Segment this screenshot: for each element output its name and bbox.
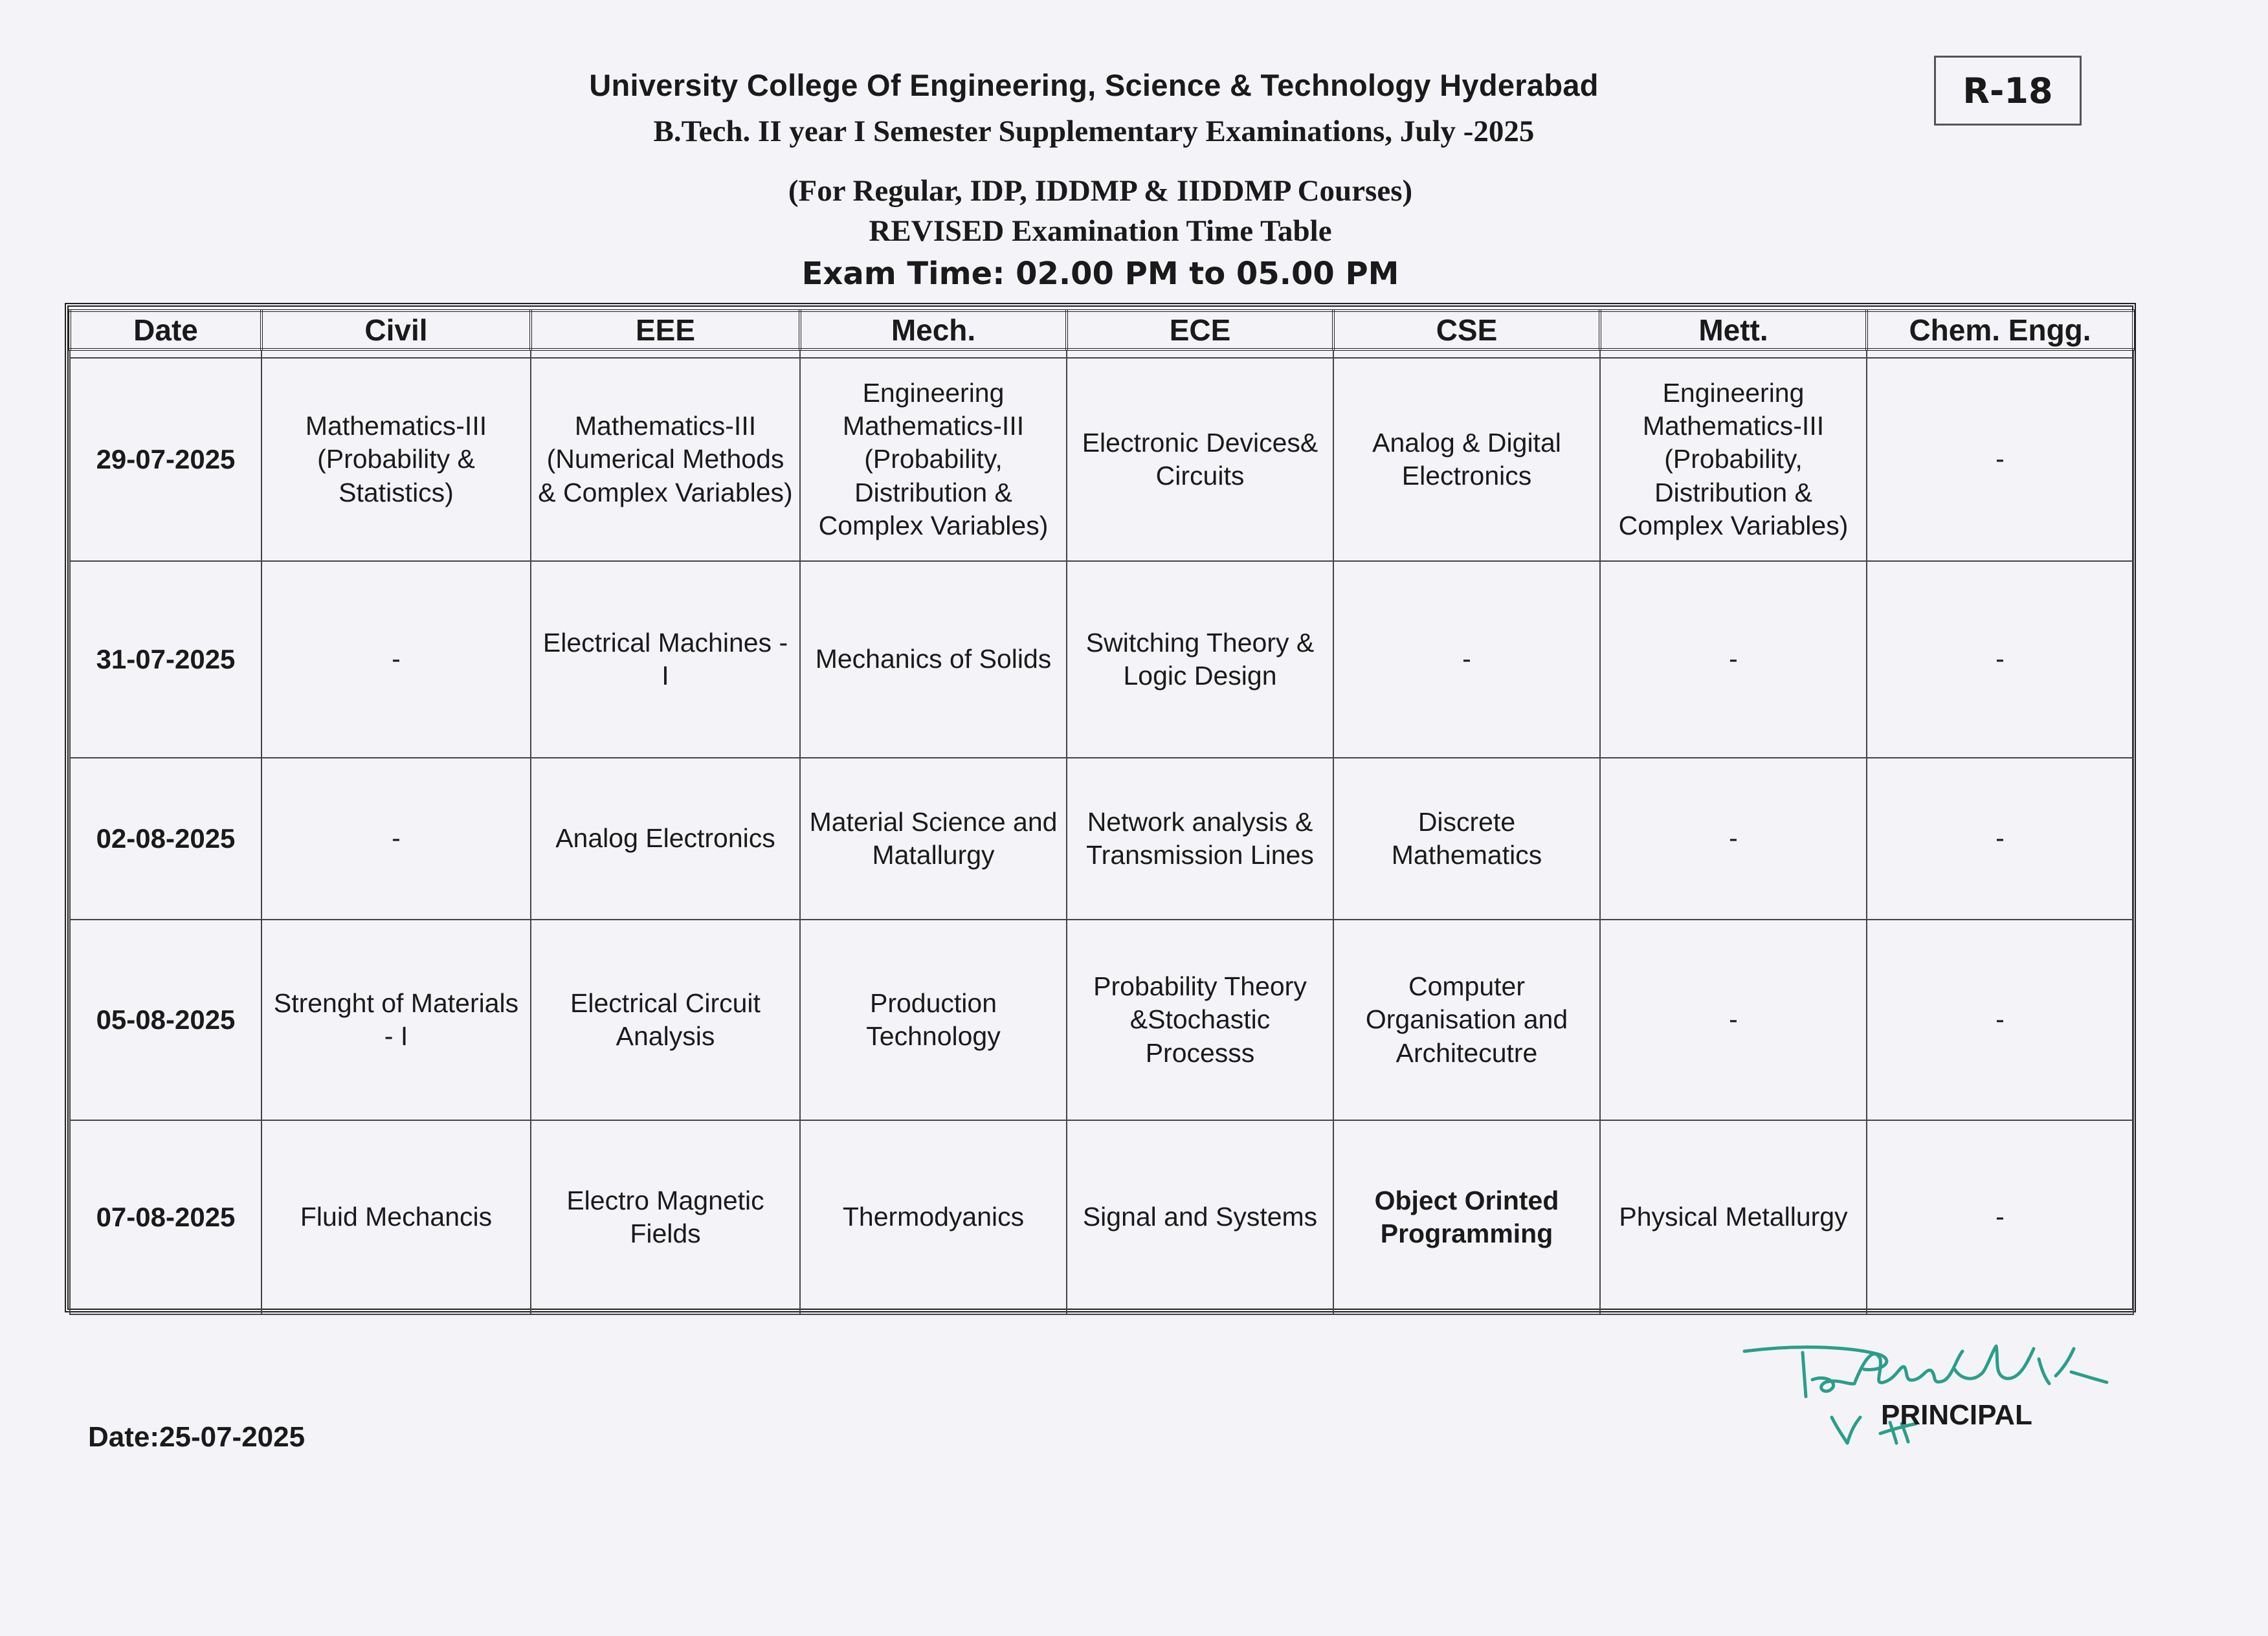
- subject-mett: -: [1600, 920, 1867, 1120]
- subject-eee: Mathematics-III (Numerical Methods & Complex Variables): [531, 358, 800, 561]
- subject-civil: Mathematics-III (Probability & Statistics): [261, 358, 531, 561]
- regulation-badge: R-18: [1934, 56, 2082, 126]
- subject-eee: Analog Electronics: [531, 758, 800, 920]
- subject-eee: Electrical Machines - I: [531, 561, 800, 758]
- table-row: [70, 358, 2133, 561]
- subject-mech: Production Technology: [800, 920, 1067, 1120]
- courses-line: (For Regular, IDP, IDDMP & IIDDMP Courses): [788, 174, 1413, 208]
- table-title: REVISED Examination Time Table: [869, 214, 1332, 248]
- exam-date: 29-07-2025: [70, 358, 261, 561]
- subject-mett: -: [1600, 561, 1867, 758]
- subject-mech: Material Science and Matallurgy: [800, 758, 1067, 920]
- subject-ece: Switching Theory & Logic Design: [1067, 561, 1333, 758]
- institution-name: University College Of Engineering, Science & Technology Hyderabad: [589, 68, 1599, 102]
- exam-title: B.Tech. II year I Semester Supplementary Examinations, July -2025: [653, 115, 1535, 148]
- exam-date: 05-08-2025: [70, 920, 261, 1120]
- table-row: [70, 920, 2133, 1120]
- subject-chem: -: [1867, 920, 2133, 1120]
- subject-civil: -: [261, 561, 531, 758]
- subject-chem: -: [1867, 561, 2133, 758]
- subject-ece: Network analysis & Transmission Lines: [1067, 758, 1333, 920]
- column-header-cse: CSE: [1333, 311, 1600, 349]
- column-header-ece: ECE: [1067, 311, 1333, 349]
- subject-eee: Electro Magnetic Fields: [531, 1120, 800, 1314]
- issue-date: Date:25-07-2025: [88, 1421, 306, 1453]
- subject-mech: Mechanics of Solids: [800, 561, 1067, 758]
- subject-cse: Computer Organisation and Architecutre: [1333, 920, 1600, 1120]
- subject-mett: Engineering Mathematics-III (Probability, Distribution & Complex Variables): [1600, 358, 1867, 561]
- subject-ece: Probability Theory &Stochastic Processs: [1067, 920, 1333, 1120]
- subject-ece: Signal and Systems: [1067, 1120, 1333, 1314]
- subject-cse: Object Orinted Programming: [1333, 1120, 1600, 1314]
- subject-chem: -: [1867, 358, 2133, 561]
- column-header-eee: EEE: [531, 311, 800, 349]
- subject-cse: -: [1333, 561, 1600, 758]
- subject-civil: Fluid Mechancis: [261, 1120, 531, 1314]
- column-header-civil: Civil: [261, 311, 531, 349]
- column-header-mech: Mech.: [800, 311, 1067, 349]
- table-row: [70, 758, 2133, 920]
- header-spacer: [70, 349, 2133, 358]
- subject-cse: Analog & Digital Electronics: [1333, 358, 1600, 561]
- principal-label: PRINCIPAL: [1881, 1399, 2032, 1431]
- subject-cse: Discrete Mathematics: [1333, 758, 1600, 920]
- subject-mech: Thermodyanics: [800, 1120, 1067, 1314]
- column-header-chem: Chem. Engg.: [1867, 311, 2133, 349]
- subject-mett: -: [1600, 758, 1867, 920]
- column-header-mett: Mett.: [1600, 311, 1867, 349]
- exam-date: 07-08-2025: [70, 1120, 261, 1314]
- timetable: [69, 309, 2135, 1315]
- principal-signature-icon: [1735, 1320, 2188, 1469]
- exam-time: Exam Time: 02.00 PM to 05.00 PM: [801, 256, 1399, 292]
- exam-date: 02-08-2025: [70, 758, 261, 920]
- subject-civil: -: [261, 758, 531, 920]
- exam-date: 31-07-2025: [70, 561, 261, 758]
- subject-mett: Physical Metallurgy: [1600, 1120, 1867, 1314]
- subject-eee: Electrical Circuit Analysis: [531, 920, 800, 1120]
- subject-civil: Strenght of Materials - I: [261, 920, 531, 1120]
- subject-mech: Engineering Mathematics-III (Probability, Distribution & Complex Variables): [800, 358, 1067, 561]
- subject-chem: -: [1867, 1120, 2133, 1314]
- column-header-date: Date: [70, 311, 261, 349]
- subject-ece: Electronic Devices& Circuits: [1067, 358, 1333, 561]
- table-row: [70, 1120, 2133, 1314]
- table-row: [70, 561, 2133, 758]
- subject-chem: -: [1867, 758, 2133, 920]
- timetable-header-row: [70, 311, 2133, 349]
